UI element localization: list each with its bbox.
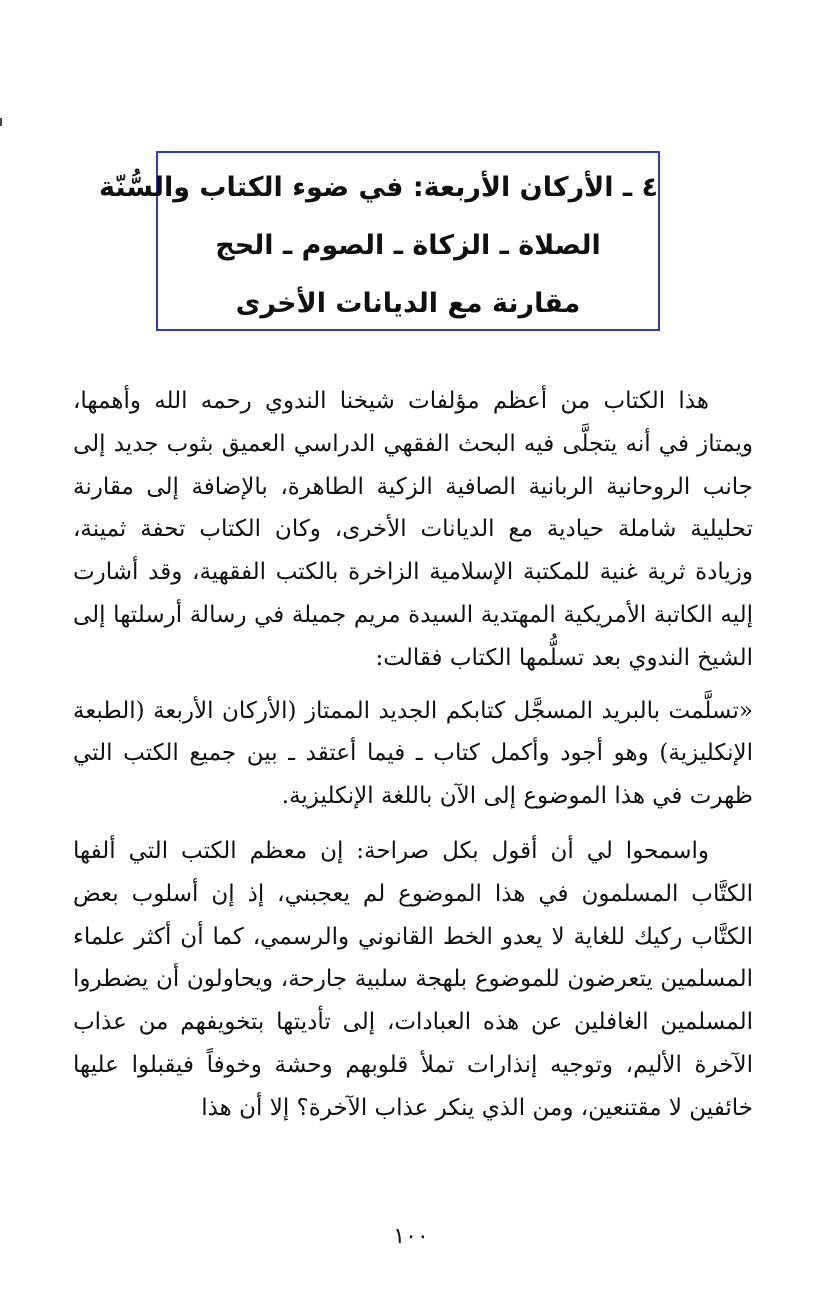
heading-line-3: مقارنة مع الديانات الأخرى (235, 288, 581, 319)
heading-line-2: الصلاة ـ الزكاة ـ الصوم ـ الحج (215, 230, 601, 261)
section-heading-box (98, 151, 660, 331)
page-number: ١٠٠ (393, 1224, 429, 1249)
paragraph-1: هذا الكتاب من أعظم مؤلفات شيخنا الندوي رحمه الله وأهمها، ويمتاز في أنه يتجلَّى فيه البحث الفقهي الدراسي العميق بثوب جديد إلى جانب الروحانية الربانية الصافية الزكية الطاهرة، بالإضافة إلى مقارنة تحليلية شاملة حيادية مع الديانات الأخرى، وكان الكتاب تحفة ثمينة، وزيادة ثرية غنية للمكتبة الإسلامية الزاخرة بالكتب الفقهية، وقد أشارت إليه الكاتبة الأمريكية المهتدية السيدة مريم جميلة في رسالة أرسلتها إلى الشيخ الندوي بعد تسلُّمها الكتاب فقالت: (73, 388, 753, 671)
paragraph-quote: «تسلَّمت بالبريد المسجَّل كتابكم الجديد الممتاز (الأركان الأربعة (الطبعة الإنكليزية) وهو أجود وأكمل كتاب ـ فيما أعتقد ـ بين جميع الكتب التي ظهرت في هذا الموضوع إلى الآن باللغة الإنكليزية. (73, 697, 753, 810)
scan-mark (0, 118, 2, 126)
body-text (73, 380, 753, 1130)
heading-line-1: ٤ ـ الأركان الأربعة: في ضوء الكتاب والسُّنّة (98, 172, 658, 203)
paragraph-3: واسمحوا لي أن أقول بكل صراحة: إن معظم الكتب التي ألفها الكتَّاب المسلمون في هذا الموضوع لم يعجبني، إذ إن أسلوب بعض الكتَّاب ركيك للغاية لا يعدو الخط القانوني والرسمي، كما أن أكثر علماء المسلمين يتعرضون للموضوع بلهجة سلبية جارحة، ويحاولون أن يضطروا المسلمين الغافلين عن هذه العبادات، إلى تأديتها بتخويفهم من عذاب الآخرة الأليم، وتوجيه إنذارات تملأ قلوبهم وحشة وخوفاً فيقبلوا عليها خائفين لا مقتنعين، ومن الذي ينكر عذاب الآخرة؟ إلا أن هذا (73, 837, 753, 1121)
